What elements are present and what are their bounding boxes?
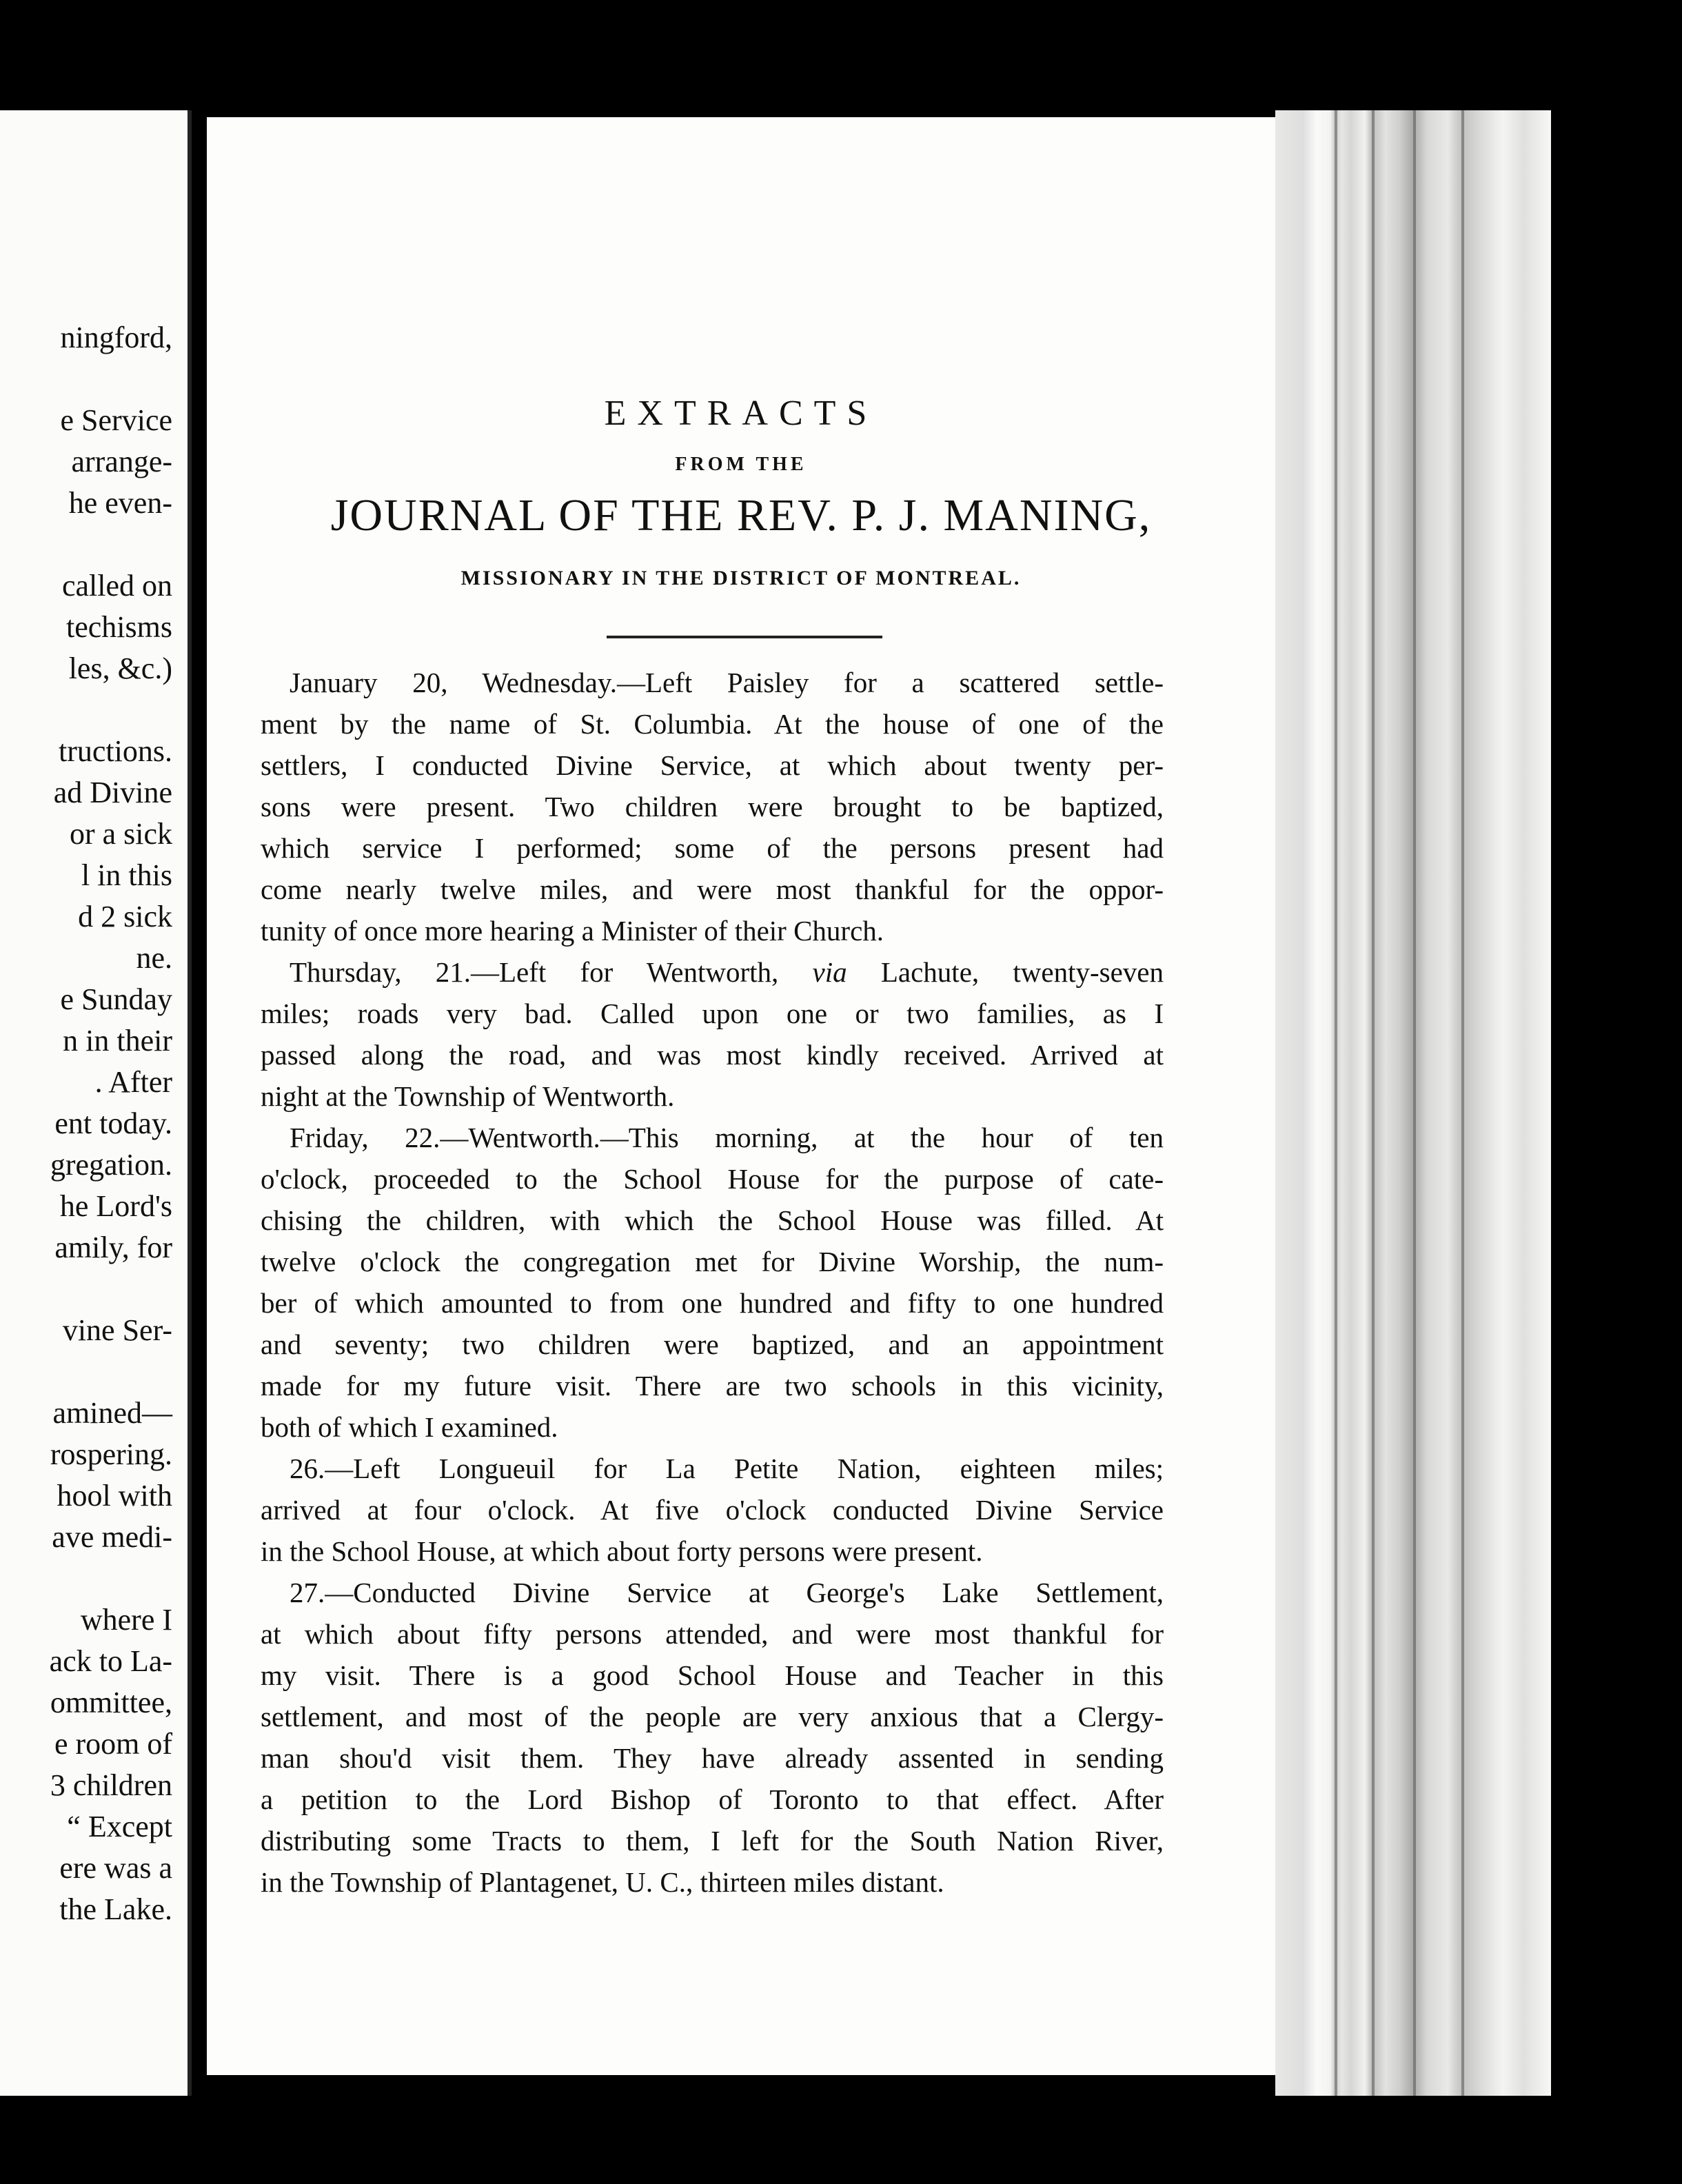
text-line: Thursday, 21.—Left for Wentworth, via Lachute, twenty-seven	[290, 956, 1164, 988]
text-line: man shou'd visit them. They have already assented in sending	[261, 1742, 1164, 1774]
text-line: at which about fifty persons attended, and were most thankful for	[261, 1618, 1164, 1650]
left-line: ere was a	[59, 1851, 172, 1885]
left-line: l in this	[81, 858, 172, 892]
left-line: e Service	[60, 403, 172, 437]
text-line: settlement, and most of the people are very anxious that a Clergy-	[261, 1701, 1164, 1732]
left-line: amily, for	[54, 1231, 172, 1264]
left-line: the Lake.	[59, 1892, 172, 1926]
page-title: JOURNAL OF THE REV. P. J. MANING,	[330, 490, 1152, 540]
left-line: ningford,	[60, 321, 172, 354]
text-line: which service I performed; some of the persons present had	[261, 832, 1164, 864]
journal-body	[261, 662, 1164, 1903]
left-line: rospering.	[50, 1437, 172, 1471]
text-line: distributing some Tracts to them, I left for the South Nation River,	[261, 1825, 1164, 1857]
text-line: made for my future visit. There are two schools in this vicinity,	[261, 1370, 1164, 1402]
left-line: les, &c.)	[68, 651, 172, 685]
page-edge	[1372, 110, 1375, 2096]
text-line: ber of which amounted to from one hundred and fifty to one hundred	[261, 1287, 1164, 1319]
text-line: and seventy; two children were baptized, and an appointment	[261, 1328, 1164, 1360]
heading-from: FROM THE	[675, 454, 807, 475]
text-line: Friday, 22.—Wentworth.—This morning, at the hour of ten	[290, 1122, 1164, 1153]
text-line: o'clock, proceeded to the School House for the purpose of cate-	[261, 1163, 1164, 1195]
page-edge	[1413, 110, 1416, 2096]
left-line: he even-	[68, 486, 172, 520]
text-line: a petition to the Lord Bishop of Toronto to that effect. After	[261, 1783, 1164, 1815]
left-line: ad Divine	[53, 776, 172, 809]
text-line: in the School House, at which about forty persons were present.	[261, 1535, 983, 1567]
text-line: tunity of once more hearing a Minister of their Church.	[261, 915, 884, 947]
left-line: amined—	[52, 1396, 172, 1430]
text-line: miles; roads very bad. Called upon one or two families, as I	[261, 998, 1164, 1029]
right-page	[207, 117, 1275, 2075]
page-edge	[1335, 110, 1337, 2096]
left-line: called on	[61, 569, 172, 603]
text-line: 26.—Left Longueuil for La Petite Nation, eighteen miles;	[290, 1453, 1164, 1484]
text-line: 27.—Conducted Divine Service at George's Lake Settlement,	[290, 1577, 1164, 1608]
left-line: arrange-	[71, 445, 172, 478]
title-divider	[607, 636, 882, 638]
text-line: sons were present. Two children were brought to be baptized,	[261, 791, 1164, 822]
left-line: vine Ser-	[62, 1313, 172, 1347]
left-line: or a sick	[69, 817, 172, 851]
text-line: ment by the name of St. Columbia. At the house of one of the	[261, 708, 1164, 740]
text-line: twelve o'clock the congregation met for Divine Worship, the num-	[261, 1246, 1164, 1277]
left-page	[0, 110, 192, 2096]
text-line: passed along the road, and was most kindly received. Arrived at	[261, 1039, 1164, 1071]
left-line: ne.	[136, 941, 172, 975]
left-line: 3 children	[50, 1768, 172, 1802]
left-line: “ Except	[67, 1810, 172, 1843]
left-line: gregation.	[50, 1148, 172, 1182]
text-line: settlers, I conducted Divine Service, at which about twenty per-	[261, 749, 1164, 781]
text-line: come nearly twelve miles, and were most thankful for the oppor-	[261, 873, 1164, 905]
text-line: night at the Township of Wentworth.	[261, 1080, 675, 1112]
left-line: techisms	[66, 610, 172, 644]
left-line: . After	[94, 1065, 172, 1099]
book-fore-edge	[1275, 110, 1551, 2096]
left-line: hool with	[57, 1479, 172, 1513]
text-line: both of which I examined.	[261, 1411, 558, 1443]
left-line: tructions.	[59, 734, 172, 768]
left-line: where I	[80, 1603, 172, 1637]
left-line: he Lord's	[59, 1189, 172, 1223]
left-line: ent today.	[54, 1106, 172, 1140]
page-subtitle: MISSIONARY IN THE DISTRICT OF MONTREAL.	[460, 567, 1022, 589]
heading-extracts: EXTRACTS	[604, 394, 878, 433]
left-line: ack to La-	[49, 1644, 172, 1678]
text-line: chising the children, with which the School House was filled. At	[261, 1204, 1164, 1236]
left-line: e Sunday	[60, 982, 172, 1016]
left-line: d 2 sick	[78, 900, 172, 933]
left-line: e room of	[54, 1727, 172, 1761]
left-line: n in their	[63, 1024, 172, 1058]
left-line: ommittee,	[50, 1686, 172, 1719]
left-line: ave medi-	[52, 1520, 172, 1554]
text-line: arrived at four o'clock. At five o'clock conducted Divine Service	[261, 1494, 1164, 1526]
page-edge	[1461, 110, 1464, 2096]
text-line: my visit. There is a good School House and Teacher in this	[261, 1659, 1164, 1691]
text-line: January 20, Wednesday.—Left Paisley for a scattered settle-	[290, 667, 1164, 698]
text-line: in the Township of Plantagenet, U. C., thirteen miles distant.	[261, 1866, 944, 1898]
